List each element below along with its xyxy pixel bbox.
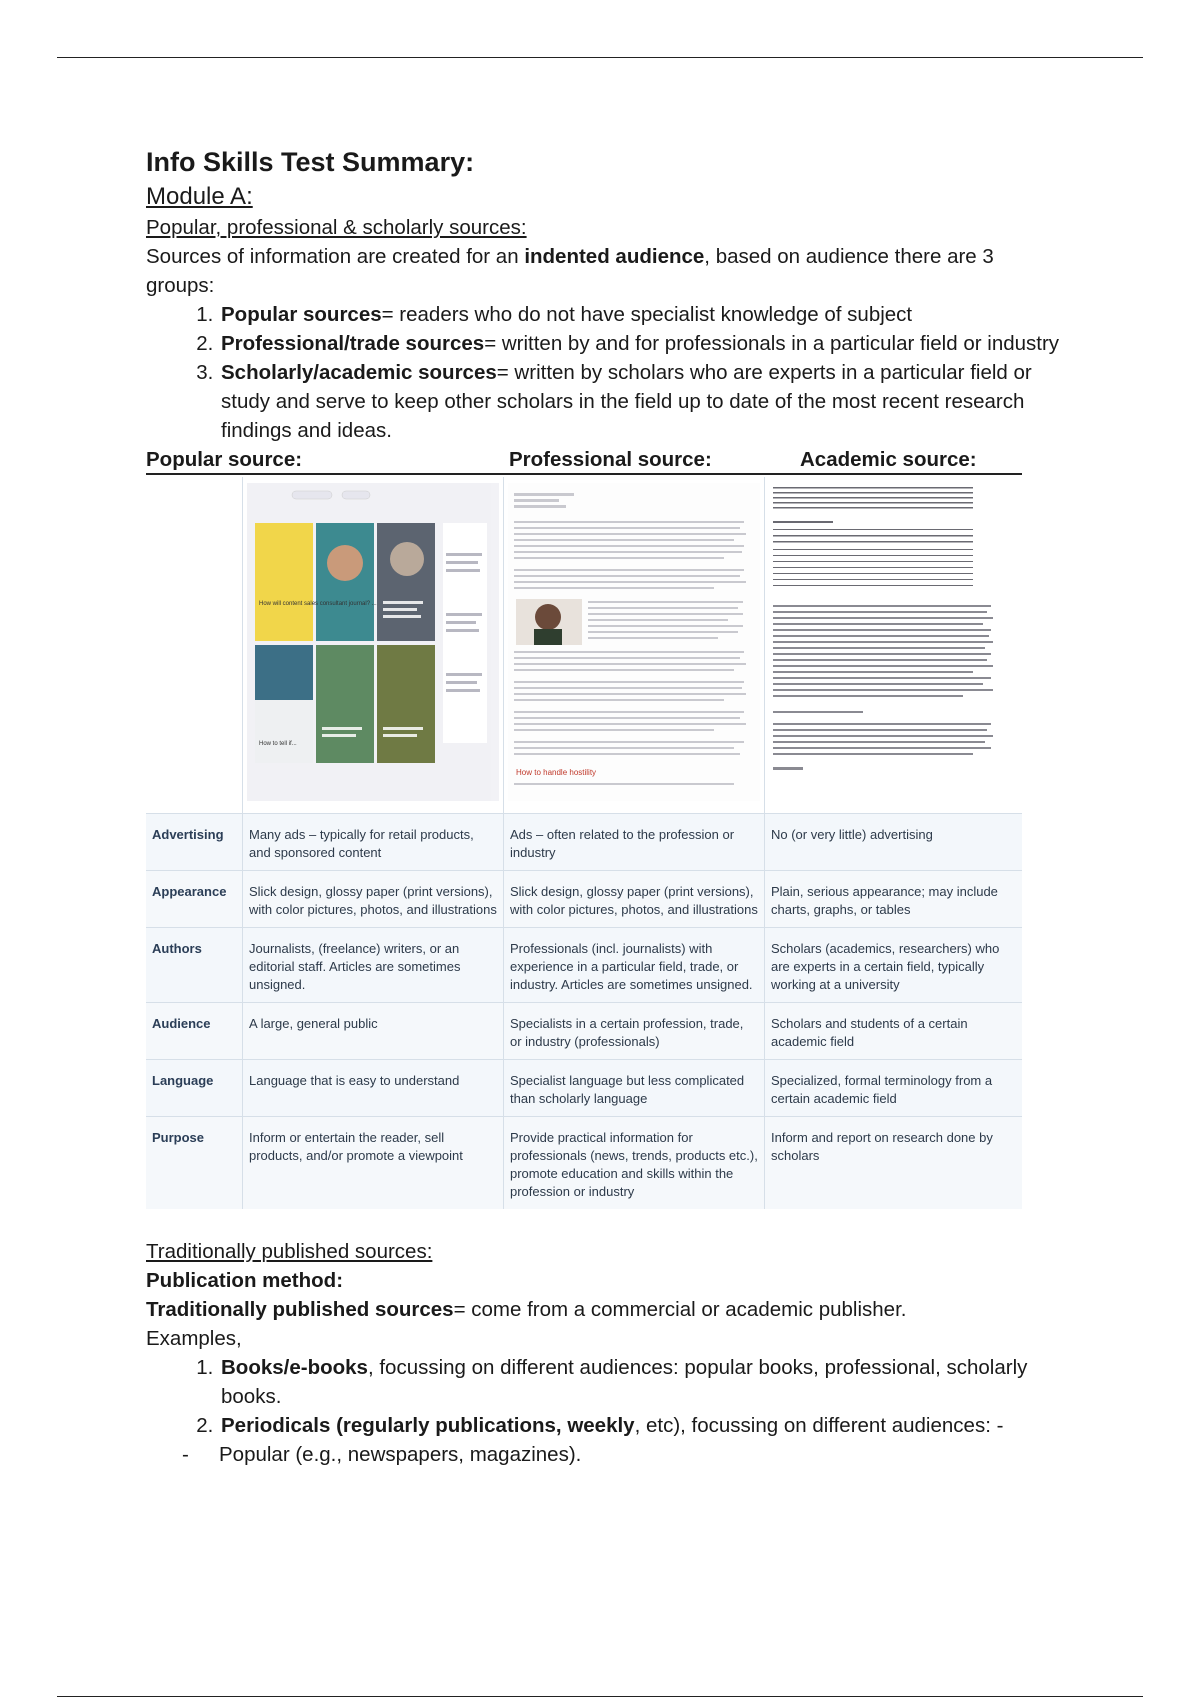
audience-groups-list	[146, 300, 1066, 445]
professional-source-example-image	[508, 483, 760, 801]
svg-text:How to tell if...: How to tell if...	[259, 741, 297, 747]
table-row: Audience A large, general public Specialists in a certain profession, trade, or industry (professionals) Scholars and students of a certain academic field	[146, 1003, 1022, 1060]
svg-text:How will content sales consult: How will content sales consultant journal? ...	[259, 601, 377, 607]
table-row: Authors Journalists, (freelance) writers, or an editorial staff. Articles are sometimes unsigned. Professionals (incl. journalists) with experience in a particular field, trade, or industry. Articles are sometimes unsigned. Scholars (academics, researchers) who are experts in a certain field, typically working at a university	[146, 928, 1022, 1003]
intro-paragraph: Sources of information are created for an indented audience, based on audience there are 3 groups:	[146, 245, 994, 297]
section-heading-traditional: Traditionally published sources:	[146, 1240, 433, 1263]
list-item: 1. Popular sources= readers who do not have specialist knowledge of subject	[219, 300, 1066, 329]
bottom-rule	[57, 1696, 1143, 1697]
list-item: 2. Professional/trade sources= written by and for professionals in a particular field or industry	[219, 329, 1066, 358]
periodicals-sublist	[146, 1440, 1066, 1469]
list-item: 2. Periodicals (regularly publications, weekly, etc), focussing on different audiences: -	[219, 1411, 1066, 1440]
professional-source-header: Professional source:	[509, 448, 712, 471]
popular-magazine-thumbnail	[247, 483, 491, 801]
svg-text:How to handle hostility: How to handle hostility	[516, 768, 597, 777]
list-item: 1. Books/e-books, focussing on different audiences: popular books, professional, scholarly books.	[219, 1353, 1066, 1411]
table-row: Appearance Slick design, glossy paper (print versions), with color pictures, photos, and illustrations Slick design, glossy paper (print versions), with color pictures, photos, and illustrations Plain, serious appearance; may include charts, graphs, or tables	[146, 871, 1022, 928]
page-title: Info Skills Test Summary:	[146, 147, 475, 177]
module-heading: Module A:	[146, 183, 253, 210]
example-images-row	[146, 477, 1022, 814]
academic-source-example-image	[769, 483, 1018, 801]
academic-paper-thumbnail	[769, 483, 1013, 801]
popular-source-example-image	[247, 483, 499, 801]
examples-label: Examples,	[146, 1327, 242, 1350]
examples-list	[146, 1353, 1066, 1440]
publication-method-heading: Publication method:	[146, 1269, 344, 1292]
traditional-definition: Traditionally published sources= come from a commercial or academic publisher.	[146, 1298, 907, 1321]
professional-article-thumbnail	[508, 483, 752, 801]
table-row: Advertising Many ads – typically for retail products, and sponsored content Ads – often related to the profession or industry No (or very little) advertising	[146, 814, 1022, 871]
document-body	[146, 143, 1066, 1469]
source-type-headers	[146, 445, 1022, 475]
table-row: Language Language that is easy to understand Specialist language but less complicated than scholarly language Specialized, formal terminology from a certain academic field	[146, 1060, 1022, 1117]
table-row: Purpose Inform or entertain the reader, sell products, and/or promote a viewpoint Provide practical information for professionals (news, trends, products etc.), promote education and skills within the profession or industry Inform and report on research done by scholars	[146, 1117, 1022, 1210]
section-heading-sources: Popular, professional & scholarly sources:	[146, 216, 527, 239]
top-rule	[57, 57, 1143, 58]
source-comparison-table	[146, 477, 1022, 1209]
popular-source-header: Popular source:	[146, 448, 303, 471]
list-item: - Popular (e.g., newspapers, magazines).	[146, 1440, 1066, 1469]
list-item: 3. Scholarly/academic sources= written by scholars who are experts in a particular field or study and serve to keep other scholars in the field up to date of the most recent research findings and ideas.	[219, 358, 1066, 445]
academic-source-header: Academic source:	[800, 448, 977, 471]
